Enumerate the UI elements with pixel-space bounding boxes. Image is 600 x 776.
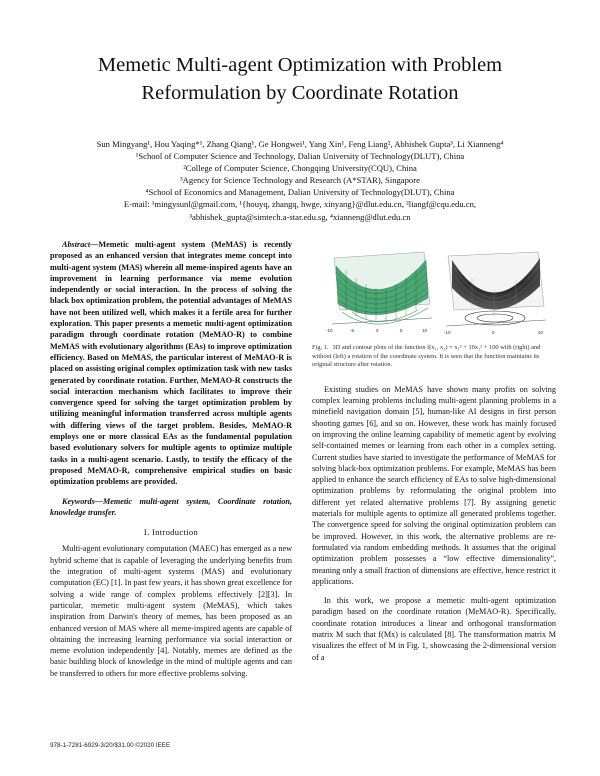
right-paragraph-2: In this work, we propose a memetic multi-agent optimization paradigm based on the coordinate rotation (MeMAO-R). Specifically, coordinate rotation introduces a linear and orthogonal transformation matrix M such that f(Mx) is calculated [8]. The transformation matrix M visualizes the effect of M in Fig. 1, showcasing the 2-dimensional version of a [312, 596, 556, 662]
keywords-text: Memetic multi-agent system, Coordinate rotation, knowledge transfer. [50, 496, 292, 517]
figure-1-caption [312, 344, 556, 370]
left-column [50, 239, 292, 679]
abstract [50, 239, 292, 488]
figure-1-caption-text: 3D and contour plots of the function f(x₁, x₂) = x₁² + 10x₂² + 100 with (right) and without (left) a rotation of the coordinate system. It is seen that the function maintains its original structure after rotation. [312, 344, 541, 369]
section-heading-introduction: I. Introduction [143, 527, 199, 538]
title-line-2: Reformulation by Coordinate Rotation [141, 82, 459, 104]
right-tick-2: 10 [538, 330, 544, 335]
left-tick-0: -10 [326, 328, 333, 333]
affiliation-1: ¹School of Computer Science and Technology, Dalian University of Technology(DLUT), China [135, 151, 465, 162]
figure-1-caption-label: Fig. 1. [312, 344, 329, 351]
affiliation-3: ³Agency for Science Technology and Research (A*STAR), Singapore [180, 175, 420, 186]
left-surface-plot [326, 252, 432, 333]
keywords [50, 496, 292, 519]
email-line-1: E-mail: ¹mingysunl@gmail.com, ¹{houyq, zhangq, hwge, xinyang}@dlut.edu.cn, ²liangf@cqu.edu.cn, [123, 199, 477, 210]
left-tick-4: 10 [422, 328, 428, 333]
title-line-1: Memetic Multi-agent Optimization with Problem [97, 54, 503, 76]
right-tick-1: 0 [492, 330, 495, 335]
right-surface-plot [444, 252, 546, 335]
paper-title [40, 51, 560, 107]
left-tick-1: -5 [350, 328, 355, 333]
figure-1 [312, 246, 556, 340]
author-block [40, 138, 560, 223]
right-tick-0: -10 [444, 330, 451, 335]
email-line-2: ³abhishek_gupta@simtech.a-star.edu.sg, ⁴xianneng@dlut.edu.cn [189, 211, 411, 222]
affiliation-4: ⁴School of Economics and Management, Dalian University of Technology(DLUT), China [145, 187, 455, 198]
abstract-text: Memetic multi-agent system (MeMAS) is recently proposed as an enhanced version that integrates meme concept into multi-agent system (MAS) wherein all meme-inspired agents have an improvement in learning performance via meme evolution independently or social interaction. In the process of solving the black box optimization problem, the potential advantages of MeMAS have not been utilized well, which makes it a fertile area for further exploration. This paper presents a memetic multi-agent optimization paradigm through coordinate rotation (MeMAO-R) to combine MeMAS with evolutionary algorithms (EAs) to improve optimization efficiency. Based on MeMAS, the particular interest of MeMAO-R is placed on assisting original complex optimization task with new tasks generated by coordinate rotation. Further, MeMAO-R constructs the social interaction mechanism which facilitates to improve their convergence speed for solving the target optimization problem by utilizing meaningful information transferred across multiple agents with differing views of the target problem. Besides, MeMAO-R employs one or more classical EAs as the fundamental population based evolutionary solvers for multiple agents to optimize multiple tasks in a multi-agent scenario. Lastly, to testify the efficacy of the proposed MeMAO-R, comprehensive empirical studies on basic optimization problems are provided. [50, 240, 292, 487]
left-tick-3: 5 [400, 328, 403, 333]
copyright-footer: 978-1-7281-6929-3/20/$31.00 ©2020 IEEE [50, 742, 171, 749]
figure-1-plots [312, 246, 556, 340]
intro-paragraph-1: Multi-agent evolutionary computation (MAEC) has emerged as a new hybrid scheme that is capable of leveraging the underlying benefits from the integration of multi-agent systems (MAS) and evolutionary computation (EC) [1]. In past few years, it has shown great excellence for solving a wide range of complex problems effectively [2][3]. In particular, memetic multi-agent system (MeMAS), which takes inspiration from Darwin's theory of memes, has been proposed as an enhanced version of MAS where all meme-inspired agents are capable of obtaining the increasing learning performance via social interaction or meme evolution independently [4]. Notably, memes are defined as the basic building block of knowledge in the mind of multiple agents and can be transferred to others for more effective problems solving. [50, 544, 292, 678]
keywords-label: Keywords— [62, 496, 103, 506]
affiliation-2: ²College of Computer Science, Chongqing University(CQU), China [183, 163, 417, 174]
left-tick-2: 0 [376, 328, 379, 333]
right-column [312, 246, 556, 663]
author-names: Sun Mingyang¹, Hou Yaqing*¹, Zhang Qiang¹, Ge Hongwei¹, Yang Xin¹, Feng Liang², Abhishek Gupta³, Li Xianneng⁴ [96, 139, 504, 149]
right-paragraph-1: Existing studies on MeMAS have shown many profits on solving complex learning problems including multi-agent planning problems in a minefield navigation domain [5], human-like AI designs in first person shooting games [6], and so on. However, these work has mainly focused on improving the online learning capability of memetic agent by evolving self-contained memes or learning from each other in a complex setting. Current studies have started to investigate the performance of MeMAS for solving black-box optimization problems. For example, MeMAS has been applied to enhance the search efficiency of EAs to solve high-dimensional optimization problems by reformulating the original problem into different yet related alternative problems [7]. By assigning genetic materials for multiple agents to optimize all generated problems together. The convergence speed for solving the original optimization problem can be improved. However, in this work, the alternative problems are re-formulated via random embedding methods. It assumes that the original optimization problem possesses a “low effective dimensionality”, meaning only a small fraction of dimensions are effective, hence restrict it applications. [312, 384, 556, 586]
abstract-label: Abstract— [62, 240, 99, 249]
